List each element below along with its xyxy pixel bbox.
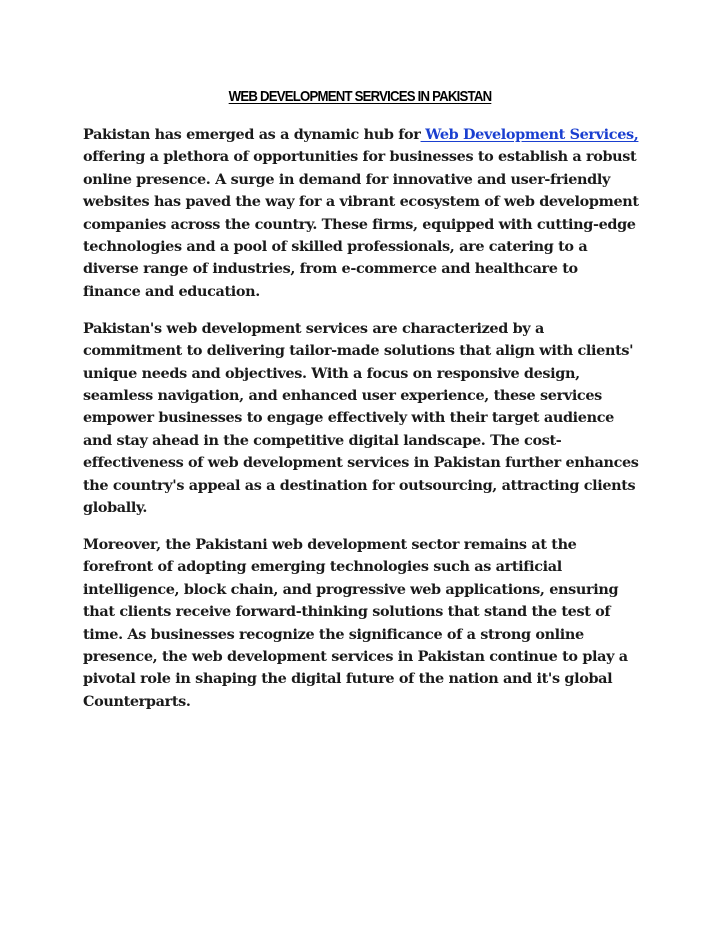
paragraph-3: Moreover, the Pakistani web development sector remains at the forefront of adopting emerging technologies such as artificial intelligence, block chain, and progressive web applications, ensuring that clients receive forward-thinking solutions that stand the test of time. As businesses recognize the significance of a strong online presence, the web development services in Pakistan continue to play a pivotal role in shaping the digital future of the nation and it's global Counterparts.	[83, 535, 628, 710]
paragraph-1-rest: offering a plethora of opportunities for businesses to establish a robust online presence. A surge in demand for innovative and user-friendly websites has paved the way for a vibrant ecosystem of web development companies across the country. These firms, equipped with cutting-edge technologies and a pool of skilled professionals, are catering to a diverse range of industries, from e-commerce and healthcare to finance and education.	[83, 148, 639, 300]
document-body	[83, 124, 639, 728]
paragraph-1	[83, 124, 639, 303]
paragraph-2: Pakistan's web development services are characterized by a commitment to delivering tailor-made solutions that align with clients' unique needs and objectives. With a focus on responsive design, seamless navigation, and enhanced user experience, these services empower businesses to engage effectively with their target audience and stay ahead in the competitive digital landscape. The cost-effectiveness of web development services in Pakistan further enhances the country's appeal as a destination for outsourcing, attracting clients globally.	[83, 319, 639, 516]
document-title: WEB DEVELOPMENT SERVICES IN PAKISTAN	[228, 88, 492, 105]
paragraph-1-intro: Pakistan has emerged as a dynamic hub for	[83, 126, 421, 143]
web-development-services-link[interactable]: Web Development Services,	[420, 126, 639, 143]
